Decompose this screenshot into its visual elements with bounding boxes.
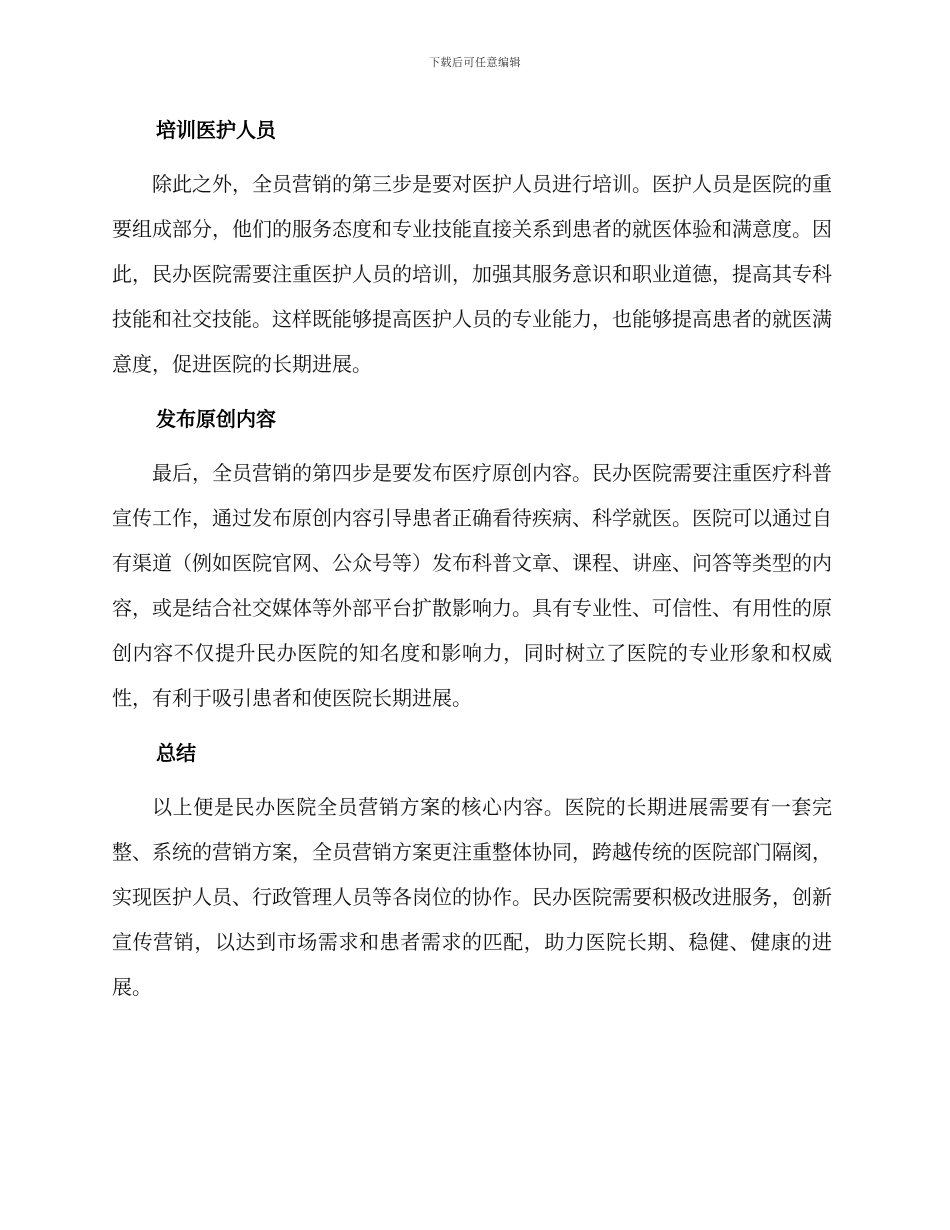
section-paragraph: 除此之外，全员营销的第三步是要对医护人员进行培训。医护人员是医院的重要组成部分，他们的服务态度和专业技能直接关系到患者的就医体验和满意度。因此，民办医院需要注重医护人员的培训，加强其服务意识和职业道德，提高其专科技能和社交技能。这样既能够提高医护人员的专业能力，也能够提高患者的就医满意度，促进医院的长期进展。 [112,172,832,376]
section-heading: 培训医护人员 [156,118,276,142]
section-paragraph: 最后，全员营销的第四步是要发布医疗原创内容。民办医院需要注重医疗科普宣传工作，通过发布原创内容引导患者正确看待疾病、科学就医。医院可以通过自有渠道（例如医院官网、公众号等）发布科普文章、课程、讲座、问答等类型的内容，或是结合社交媒体等外部平台扩散影响力。具有专业性、可信性、有用性的原创内容不仅提升民办医院的知名度和影响力，同时树立了医院的专业形象和权威性，有利于吸引患者和使医院长期进展。 [112,461,832,710]
section-summary [112,731,832,1010]
section-original-content [112,397,832,721]
document-content [112,108,832,1020]
section-training [112,108,832,387]
section-heading: 发布原创内容 [156,407,276,431]
section-paragraph: 以上便是民办医院全员营销方案的核心内容。医院的长期进展需要有一套完整、系统的营销方案，全员营销方案更注重整体协同，跨越传统的医院部门隔阂，实现医护人员、行政管理人员等各岗位的协作。民办医院需要积极改进服务，创新宣传营销，以达到市场需求和患者需求的匹配，助力医院长期、稳健、健康的进展。 [112,795,832,999]
header-note: 下载后可任意编辑 [429,56,521,69]
section-heading: 总结 [156,741,196,765]
